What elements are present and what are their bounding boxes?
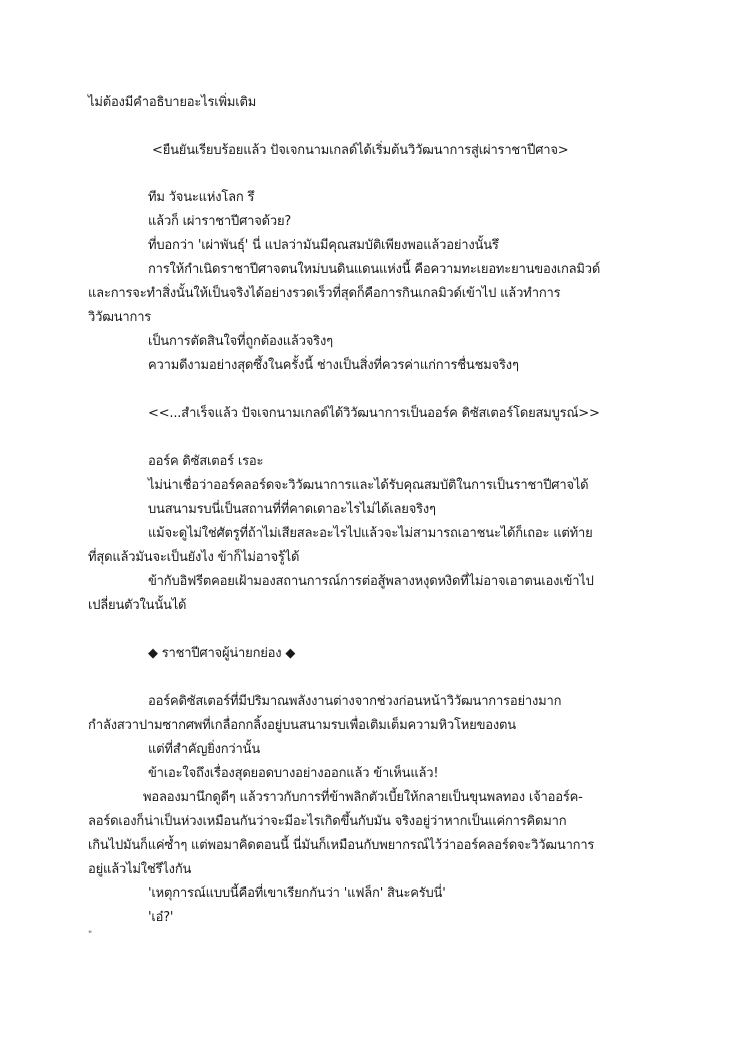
text-line: บนสนามรบนี่เป็นสถานที่ที่คาดเดาอะไรไม่ได้เลยจริงๆ bbox=[148, 502, 436, 517]
text-line: ข้าเอะใจถึงเรื่องสุดยอดบางอย่างออกแล้ว ข้าเห็นแล้ว! bbox=[148, 766, 439, 781]
dialogue-line: 'เหตุการณ์แบบนี้คือที่เขาเรียกกันว่า 'แฟล็ก' สินะครับนี่' bbox=[148, 886, 446, 901]
system-message-line: <ยืนยันเรียบร้อยแล้ว ปัจเจกนามเกลด์ได้เริ่มต้นวิวัฒนาการสู่เผ่าราชาปีศาจ> bbox=[152, 143, 569, 158]
text-line: วิวัฒนาการ bbox=[88, 310, 152, 325]
text-line: ออร์คดิซัสเตอร์ที่มีปริมาณพลังงานต่างจากช่วงก่อนหน้าวิวัฒนาการอย่างมาก bbox=[148, 694, 562, 709]
text-line: และการจะทำสิ่งนั้นให้เป็นจริงได้อย่างรวดเร็วที่สุดก็คือการกินเกลมิวด์เข้าไป แล้วทำการ bbox=[88, 286, 561, 301]
text-line: ความดีงามอย่างสุดซึ้งในครั้งนี้ ช่างเป็นสิ่งที่ควรค่าแก่การชื่นชมจริงๆ bbox=[148, 358, 519, 373]
text-line: ข้ากับอิฟรีตคอยเฝ้ามองสถานการณ์การต่อสู้พลางหงุดหงิดที่ไม่อาจเอาตนเองเข้าไป bbox=[148, 574, 594, 589]
system-message-line: <<...สำเร็จแล้ว ปัจเจกนามเกลด์ได้วิวัฒนาการเป็นออร์ค ดิซัสเตอร์โดยสมบูรณ์>> bbox=[148, 406, 600, 421]
text-line: การให้กำเนิดราชาปีศาจตนใหม่บนดินแดนแห่งนี้ คือความทะเยอทะยานของเกลมิวด์ bbox=[148, 262, 601, 277]
text-line: กำลังสวาปามซากศพที่เกลื่อกกลิ้งอยู่บนสนามรบเพื่อเติมเต็มความหิวโหยของตน bbox=[88, 718, 516, 733]
section-heading: ◆ ราชาปีศาจผู้น่ายกย่อง ◆ bbox=[148, 646, 296, 661]
text-line: ออร์ค ดิซัสเตอร์ เรอะ bbox=[148, 454, 264, 469]
footer-mark: " bbox=[88, 930, 93, 940]
text-line: เป็นการตัดสินใจที่ถูกต้องแล้วจริงๆ bbox=[148, 334, 333, 349]
text-line: ทีม วัจนะแห่งโลก รึ bbox=[148, 190, 255, 205]
text-line: ไม่น่าเชื่อว่าออร์คลอร์ดจะวิวัฒนาการและได้รับคุณสมบัติในการเป็นราชาปีศาจได้ bbox=[148, 478, 589, 493]
text-line: แม้จะดูไม่ใช่ศัตรูที่ถ้าไม่เสียสละอะไรไปแล้วจะไม่สามารถเอาชนะได้ก็เถอะ แต่ท้าย bbox=[148, 526, 593, 541]
text-line: เกินไปมันก็แค่ซ้ำๆ แต่พอมาคิดตอนนี้ นี่มันก็เหมือนกับพยากรณ์ไว้ว่าออร์คลอร์ดจะวิวัฒนาการ bbox=[88, 838, 595, 853]
text-line: แล้วก็ เผ่าราชาปีศาจด้วย? bbox=[148, 214, 292, 229]
text-line: อยู่แล้วไม่ใช่รึไงกัน bbox=[88, 862, 192, 877]
dialogue-line: 'เอ๋?' bbox=[148, 910, 174, 925]
text-line: เปลี่ยนตัวในนั้นได้ bbox=[88, 598, 187, 613]
text-line: ไม่ต้องมีคำอธิบายอะไรเพิ่มเติม bbox=[88, 95, 257, 110]
text-line: ที่สุดแล้วมันจะเป็นยังไง ข้าก็ไม่อาจรู้ได้ bbox=[88, 550, 300, 565]
text-line: ที่บอกว่า 'เผ่าพันธุ์' นี่ แปลว่ามันมีคุณสมบัติเพียงพอแล้วอย่างนั้นรึ bbox=[148, 238, 499, 253]
text-line: แต่ที่สำคัญยิ่งกว่านั้น bbox=[148, 742, 261, 757]
text-line: ลอร์ดเองก็น่าเป็นห่วงเหมือนกันว่าจะมีอะไรเกิดขึ้นกับมัน จริงอยู่ว่าหากเป็นแค่การคิดมาก bbox=[88, 814, 567, 829]
text-line: พอลองมานึกดูดีๆ แล้วราวกับการที่ข้าพลิกตัวเบี้ยให้กลายเป็นขุนพลทอง เจ้าออร์ค- bbox=[143, 790, 583, 805]
